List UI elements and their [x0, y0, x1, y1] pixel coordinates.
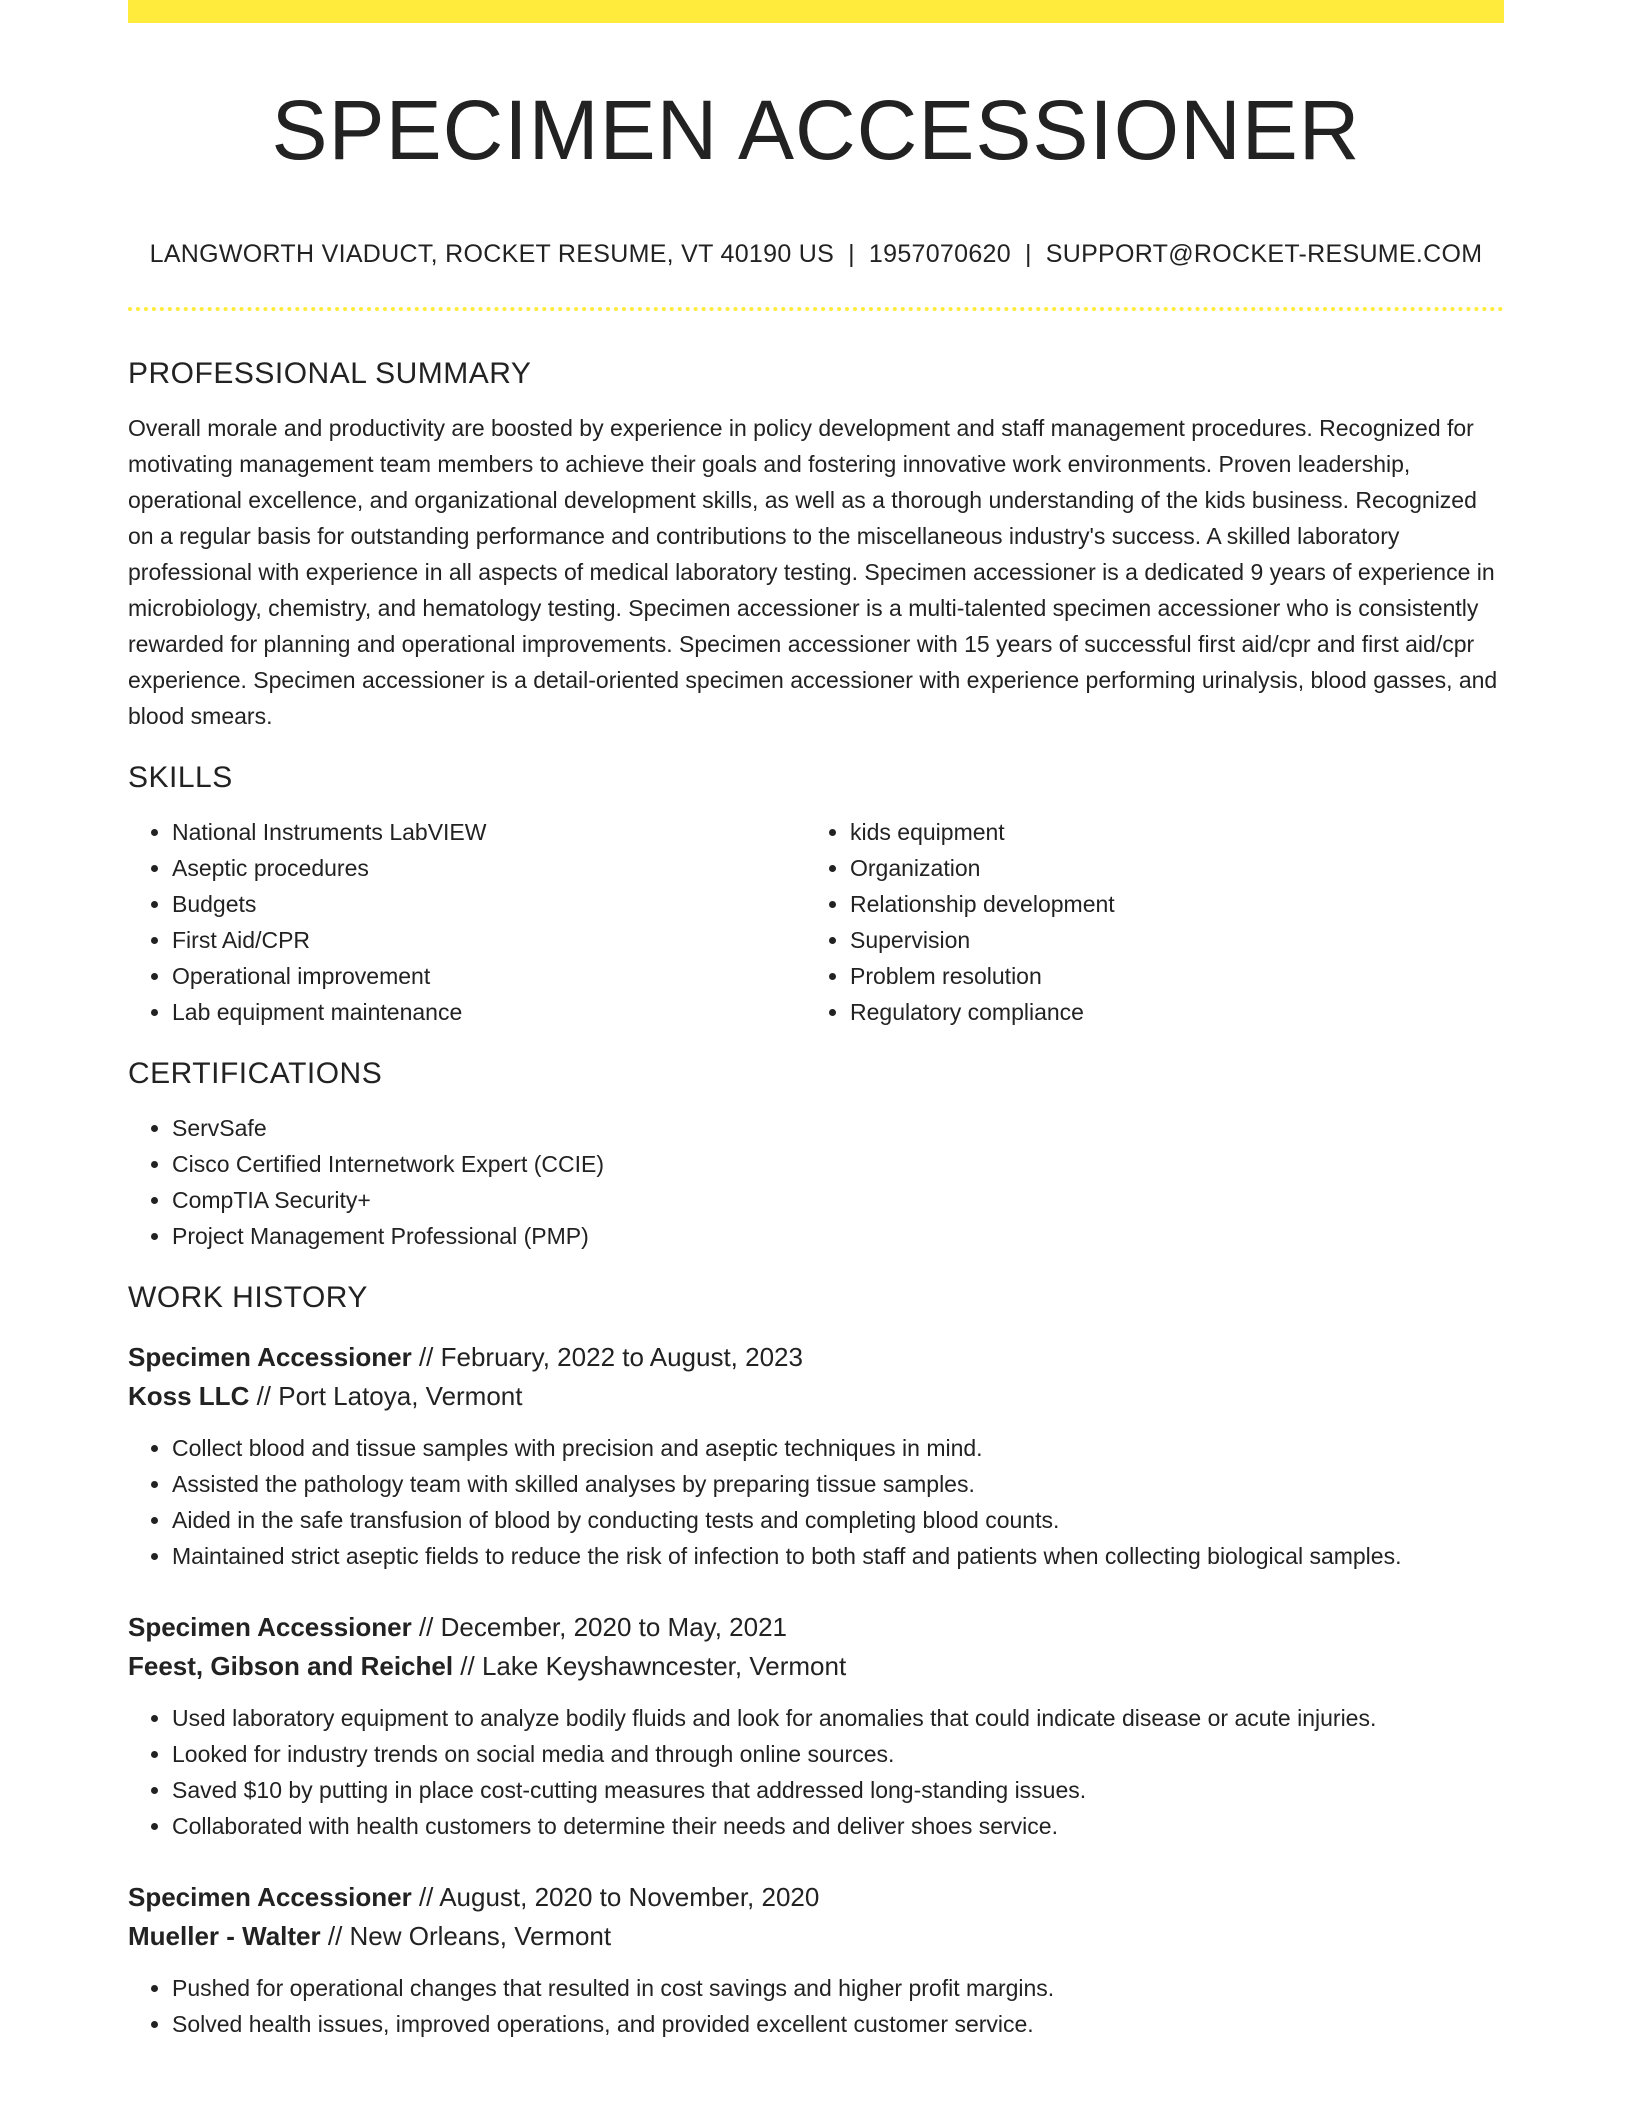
- job-company: Mueller - Walter: [128, 1921, 321, 1951]
- job-bullets: [128, 1700, 1504, 1844]
- skill-item: • Relationship development: [850, 886, 1484, 922]
- work-history-section: [128, 1276, 1504, 2042]
- job-bullet: • Maintained strict aseptic fields to reduce the risk of infection to both staff and patients when collecting biological samples.: [172, 1538, 1504, 1574]
- job-title: Specimen Accessioner: [128, 1342, 412, 1372]
- contact-separator: |: [1024, 240, 1032, 268]
- accent-bar: [128, 0, 1504, 23]
- skill-item: • Problem resolution: [850, 958, 1484, 994]
- job-bullets: [128, 1970, 1504, 2042]
- contact-email: SUPPORT@ROCKET-RESUME.COM: [1045, 240, 1483, 268]
- skill-item: • Regulatory compliance: [850, 994, 1484, 1030]
- certification-item: • Cisco Certified Internetwork Expert (CCIE): [172, 1146, 1504, 1182]
- contact-line: [128, 236, 1504, 272]
- job-entry: [128, 1338, 1504, 1574]
- job-title-line: [128, 1338, 1504, 1377]
- job-entry: [128, 1608, 1504, 1844]
- skills-list-left: [128, 814, 806, 1030]
- skill-item: • National Instruments LabVIEW: [172, 814, 806, 850]
- skills-list-right: [806, 814, 1484, 1030]
- job-title: Specimen Accessioner: [128, 1612, 412, 1642]
- certification-item: • ServSafe: [172, 1110, 1504, 1146]
- job-bullet: • Used laboratory equipment to analyze bodily fluids and look for anomalies that could indicate disease or acute injuries.: [172, 1700, 1504, 1736]
- job-location: // Lake Keyshawncester, Vermont: [453, 1651, 847, 1681]
- job-company-line: [128, 1377, 1504, 1416]
- skill-item: • Budgets: [172, 886, 806, 922]
- job-bullet: • Pushed for operational changes that resulted in cost savings and higher profit margins.: [172, 1970, 1504, 2006]
- job-bullet: • Solved health issues, improved operations, and provided excellent customer service.: [172, 2006, 1504, 2042]
- certifications-section: [128, 1052, 1504, 1254]
- job-company-line: [128, 1647, 1504, 1686]
- job-entry: [128, 1878, 1504, 2042]
- job-title: Specimen Accessioner: [128, 1882, 412, 1912]
- contact-address: LANGWORTH VIADUCT, ROCKET RESUME, VT 40190 US: [149, 240, 835, 268]
- certifications-list: [128, 1110, 1504, 1254]
- job-company: Feest, Gibson and Reichel: [128, 1651, 454, 1681]
- job-bullet: • Assisted the pathology team with skilled analyses by preparing tissue samples.: [172, 1466, 1504, 1502]
- skills-heading: SKILLS: [128, 761, 233, 794]
- job-bullet: • Saved $10 by putting in place cost-cutting measures that addressed long-standing issues.: [172, 1772, 1504, 1808]
- job-title-line: [128, 1608, 1504, 1647]
- summary-text: Overall morale and productivity are boosted by experience in policy development and staff management procedures. Recognized for motivating management team members to achieve their goals and fostering innovative work environments. Proven leadership, operational excellence, and organizational development skills, as well as a thorough understanding of the kids business. Recognized on a regular basis for outstanding performance and contributions to the miscellaneous industry's success. A skilled laboratory professional with experience in all aspects of medical laboratory testing. Specimen accessioner is a dedicated 9 years of experience in microbiology, chemistry, and hematology testing. Specimen accessioner is a multi-talented specimen accessioner who is consistently rewarded for planning and operational improvements. Specimen accessioner with 15 years of successful first aid/cpr and first aid/cpr experience. Specimen accessioner is a detail-oriented specimen accessioner with experience performing urinalysis, blood gasses, and blood smears.: [128, 415, 1498, 729]
- work-history-heading: WORK HISTORY: [128, 1281, 368, 1314]
- skill-item: • Operational improvement: [172, 958, 806, 994]
- resume-body: [128, 352, 1504, 2042]
- skill-item: • Organization: [850, 850, 1484, 886]
- job-dates: // February, 2022 to August, 2023: [411, 1342, 803, 1372]
- summary-section: [128, 352, 1504, 734]
- certification-item: • Project Management Professional (PMP): [172, 1218, 1504, 1254]
- job-bullets: [128, 1430, 1504, 1574]
- skill-item: • kids equipment: [850, 814, 1484, 850]
- dotted-divider: [128, 307, 1504, 311]
- contact-phone: 1957070620: [868, 240, 1011, 268]
- certifications-heading: CERTIFICATIONS: [128, 1057, 383, 1090]
- job-location: // New Orleans, Vermont: [320, 1921, 612, 1951]
- job-company-line: [128, 1917, 1504, 1956]
- skill-item: • First Aid/CPR: [172, 922, 806, 958]
- job-dates: // August, 2020 to November, 2020: [411, 1882, 820, 1912]
- job-dates: // December, 2020 to May, 2021: [411, 1612, 788, 1642]
- job-bullet: • Aided in the safe transfusion of blood by conducting tests and completing blood counts.: [172, 1502, 1504, 1538]
- contact-separator: |: [848, 240, 855, 268]
- skills-section: [128, 756, 1504, 1030]
- job-location: // Port Latoya, Vermont: [249, 1381, 523, 1411]
- resume-name: SPECIMEN ACCESSIONER: [271, 83, 1361, 177]
- summary-heading: PROFESSIONAL SUMMARY: [128, 357, 532, 390]
- certification-item: • CompTIA Security+: [172, 1182, 1504, 1218]
- skill-item: • Supervision: [850, 922, 1484, 958]
- job-bullet: • Looked for industry trends on social media and through online sources.: [172, 1736, 1504, 1772]
- job-title-line: [128, 1878, 1504, 1917]
- skill-item: • Lab equipment maintenance: [172, 994, 806, 1030]
- job-bullet: • Collect blood and tissue samples with precision and aseptic techniques in mind.: [172, 1430, 1504, 1466]
- skill-item: • Aseptic procedures: [172, 850, 806, 886]
- job-company: Koss LLC: [128, 1381, 250, 1411]
- skills-columns: [128, 814, 1504, 1030]
- job-bullet: • Collaborated with health customers to determine their needs and deliver shoes service.: [172, 1808, 1504, 1844]
